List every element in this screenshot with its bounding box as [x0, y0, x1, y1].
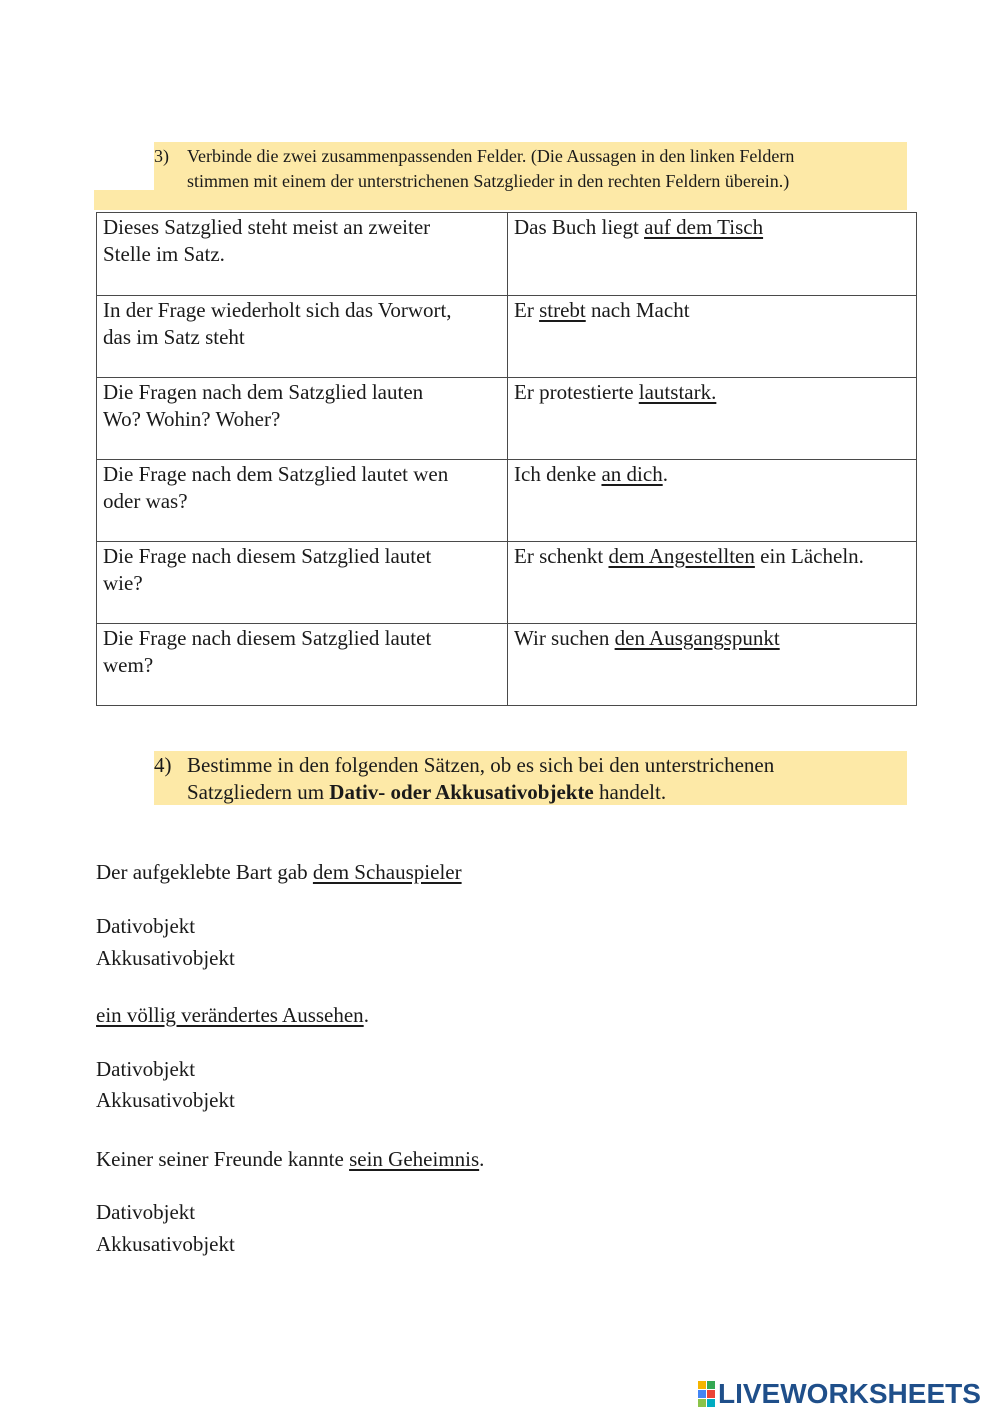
table-row: [97, 296, 917, 378]
task4-instruction: [154, 752, 894, 806]
option-dativobjekt-2[interactable]: Dativobjekt: [96, 1057, 196, 1081]
logo-text: LIVEWORKSHEETS: [718, 1378, 981, 1409]
match-left-cell-3[interactable]: Die Fragen nach dem Satzglied lauten Wo? Wohin? Woher?: [97, 378, 508, 460]
match-left-cell-5[interactable]: Die Frage nach diesem Satzglied lautet wie?: [97, 542, 508, 624]
matching-table: [96, 212, 917, 706]
match-right-cell-6[interactable]: Wir suchen den Ausgangspunkt: [508, 624, 917, 706]
match-left-cell-2[interactable]: In der Frage wiederholt sich das Vorwort, das im Satz steht: [97, 296, 508, 378]
table-row: [97, 624, 917, 706]
match-right-cell-2[interactable]: Er strebt nach Macht: [508, 296, 917, 378]
task3-instruction-line1: Verbinde die zwei zusammenpassenden Felder. (Die Aussagen in den linken Feldern: [187, 146, 795, 166]
task3-instruction-line2: stimmen mit einem der unterstrichenen Satzglieder in den rechten Feldern überein.): [187, 171, 790, 191]
match-left-cell-6[interactable]: Die Frage nach diesem Satzglied lautet wem?: [97, 624, 508, 706]
sentence-2: ein völlig verändertes Aussehen.: [96, 1003, 369, 1027]
sentence-1: Der aufgeklebte Bart gab dem Schauspieler: [96, 860, 462, 884]
task4-number: 4): [154, 753, 172, 777]
task3-number: 3): [154, 146, 169, 166]
match-left-cell-4[interactable]: Die Frage nach dem Satzglied lautet wen oder was?: [97, 460, 508, 542]
match-right-cell-5[interactable]: Er schenkt dem Angestellten ein Lächeln.: [508, 542, 917, 624]
match-right-cell-3[interactable]: Er protestierte lautstark.: [508, 378, 917, 460]
sentence-3: Keiner seiner Freunde kannte sein Geheimnis.: [96, 1147, 485, 1171]
task4-instruction-line1: Bestimme in den folgenden Sätzen, ob es sich bei den unterstrichenen: [187, 753, 775, 777]
table-row: [97, 460, 917, 542]
option-akkusativobjekt-2[interactable]: Akkusativobjekt: [96, 1088, 235, 1112]
task4-instruction-line2: Satzgliedern um Dativ- oder Akkusativobjekte handelt.: [187, 780, 667, 804]
option-dativobjekt-1[interactable]: Dativobjekt: [96, 914, 196, 938]
table-row: [97, 542, 917, 624]
match-left-cell-1[interactable]: Dieses Satzglied steht meist an zweiter Stelle im Satz.: [97, 213, 508, 296]
table-row: [97, 213, 917, 296]
match-right-cell-1[interactable]: Das Buch liegt auf dem Tisch: [508, 213, 917, 296]
option-akkusativobjekt-3[interactable]: Akkusativobjekt: [96, 1232, 235, 1256]
option-dativobjekt-3[interactable]: Dativobjekt: [96, 1200, 196, 1224]
table-row: [97, 378, 917, 460]
match-right-cell-4[interactable]: Ich denke an dich.: [508, 460, 917, 542]
task3-instruction: [154, 144, 894, 194]
liveworksheets-grid-icon: [698, 1381, 715, 1407]
liveworksheets-logo: [698, 1378, 981, 1410]
option-akkusativobjekt-1[interactable]: Akkusativobjekt: [96, 946, 235, 970]
